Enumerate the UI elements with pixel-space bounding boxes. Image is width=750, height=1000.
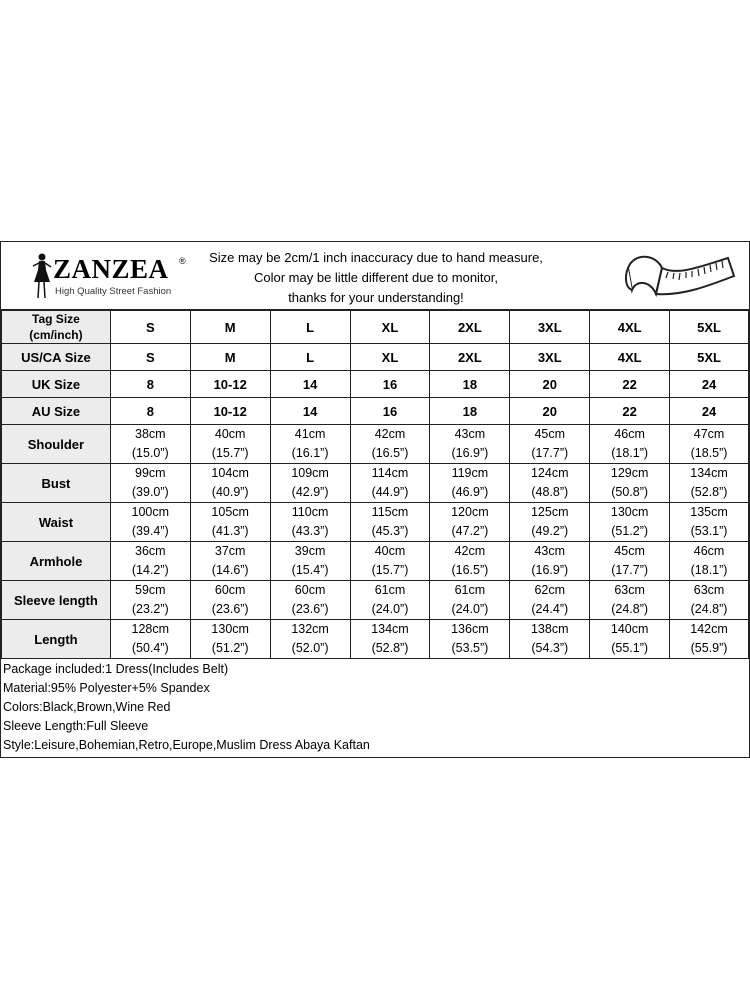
measure-cell xyxy=(590,503,670,542)
measure-row xyxy=(2,464,749,503)
measure-cell xyxy=(590,581,670,620)
size-cell: 14 xyxy=(270,398,350,425)
cm-value: 36cm xyxy=(135,544,166,558)
measure-cell xyxy=(430,581,510,620)
size-cell: 3XL xyxy=(510,311,590,344)
measure-cell xyxy=(110,581,190,620)
measure-cell xyxy=(110,464,190,503)
size-cell: 4XL xyxy=(590,311,670,344)
cm-value: 42cm xyxy=(454,544,486,558)
measure-cell xyxy=(190,542,270,581)
measure-cell xyxy=(430,425,510,464)
inch-value: (18.1”) xyxy=(611,446,649,460)
inch-value: (47.2”) xyxy=(451,524,489,538)
size-table xyxy=(1,310,749,659)
note-material: Material:95% Polyester+5% Spandex xyxy=(3,681,210,695)
row-label: Sleeve length xyxy=(2,581,111,620)
row-label: AU Size xyxy=(2,398,111,425)
inch-value: (15.4”) xyxy=(291,563,329,577)
size-cell: M xyxy=(190,311,270,344)
size-row xyxy=(2,344,749,371)
size-cell: 16 xyxy=(350,398,430,425)
size-cell: L xyxy=(270,311,350,344)
inch-value: (53.1”) xyxy=(690,524,728,538)
inch-value: (24.8”) xyxy=(690,602,728,616)
size-cell: L xyxy=(270,344,350,371)
measure-row xyxy=(2,581,749,620)
cm-value: 109cm xyxy=(291,466,329,480)
cm-value: 135cm xyxy=(690,505,728,519)
inch-value: (44.9”) xyxy=(371,485,409,499)
measure-cell xyxy=(110,542,190,581)
woman-silhouette-icon xyxy=(29,252,53,300)
brand-name: ZANZEA xyxy=(53,254,169,284)
cm-value: 140cm xyxy=(610,622,649,636)
cm-value: 132cm xyxy=(291,622,329,636)
note-style: Style:Leisure,Bohemian,Retro,Europe,Muslim Dress Abaya Kaftan xyxy=(3,738,370,752)
cm-value: 105cm xyxy=(211,505,249,519)
cm-value: 46cm xyxy=(693,544,725,558)
measure-cell xyxy=(590,425,670,464)
size-cell: 22 xyxy=(590,371,670,398)
inch-value: (16.1”) xyxy=(291,446,329,460)
cm-value: 38cm xyxy=(135,427,166,441)
size-cell: 22 xyxy=(590,398,670,425)
measure-cell xyxy=(670,581,749,620)
size-cell: XL xyxy=(350,344,430,371)
size-cell: 3XL xyxy=(510,344,590,371)
note-sleeve: Sleeve Length:Full Sleeve xyxy=(3,719,149,733)
cm-value: 130cm xyxy=(610,505,649,519)
size-cell: 4XL xyxy=(590,344,670,371)
inch-value: (39.0”) xyxy=(131,485,169,499)
inch-value: (55.1”) xyxy=(611,641,649,655)
cm-value: 136cm xyxy=(451,622,489,636)
size-cell: 8 xyxy=(110,371,190,398)
cm-value: 115cm xyxy=(371,505,409,519)
measure-cell xyxy=(270,425,350,464)
cm-value: 63cm xyxy=(614,583,645,597)
inch-value: (40.9”) xyxy=(211,485,249,499)
inch-value: (49.2”) xyxy=(531,524,569,538)
size-cell: 2XL xyxy=(430,311,510,344)
inch-value: (48.8”) xyxy=(531,485,569,499)
cm-value: 41cm xyxy=(294,427,326,441)
inch-value: (42.9”) xyxy=(291,485,329,499)
inch-value: (23.2”) xyxy=(131,602,169,616)
size-cell: 5XL xyxy=(670,344,749,371)
measure-cell xyxy=(270,542,350,581)
inch-value: (54.3”) xyxy=(531,641,569,655)
row-label: Tag Size (cm/inch) xyxy=(2,311,111,344)
cm-value: 43cm xyxy=(534,544,566,558)
brand-tagline: High Quality Street Fashion xyxy=(55,286,172,297)
measure-cell xyxy=(670,542,749,581)
size-cell: 24 xyxy=(670,398,749,425)
cm-value: 45cm xyxy=(534,427,566,441)
inch-value: (23.6”) xyxy=(291,602,329,616)
inch-value: (16.9”) xyxy=(451,446,489,460)
cm-value: 100cm xyxy=(131,505,170,519)
measure-cell xyxy=(270,464,350,503)
size-cell: 14 xyxy=(270,371,350,398)
inch-value: (52.8”) xyxy=(371,641,409,655)
cm-value: 37cm xyxy=(214,544,246,558)
measure-cell xyxy=(590,620,670,659)
cm-value: 47cm xyxy=(693,427,725,441)
inch-value: (43.3”) xyxy=(291,524,329,538)
measure-cell xyxy=(510,464,590,503)
cm-value: 46cm xyxy=(614,427,645,441)
size-row xyxy=(2,311,749,344)
inch-value: (41.3”) xyxy=(211,524,249,538)
inch-value: (50.8”) xyxy=(611,485,649,499)
cm-value: 40cm xyxy=(374,544,406,558)
inch-value: (24.4”) xyxy=(531,602,569,616)
inch-value: (51.2”) xyxy=(211,641,249,655)
inch-value: (16.9”) xyxy=(531,563,569,577)
size-cell: 5XL xyxy=(670,311,749,344)
measure-cell xyxy=(350,464,430,503)
brand-logo xyxy=(29,252,189,302)
size-cell: XL xyxy=(350,311,430,344)
measure-cell xyxy=(270,581,350,620)
cm-value: 134cm xyxy=(690,466,728,480)
notice-text xyxy=(196,248,556,308)
inch-value: (23.6”) xyxy=(211,602,249,616)
size-cell: 20 xyxy=(510,398,590,425)
inch-value: (24.0”) xyxy=(451,602,489,616)
measure-cell xyxy=(350,620,430,659)
measure-cell xyxy=(190,425,270,464)
cm-value: 128cm xyxy=(131,622,170,636)
measure-cell xyxy=(110,620,190,659)
size-cell: 20 xyxy=(510,371,590,398)
measure-cell xyxy=(670,620,749,659)
cm-value: 43cm xyxy=(454,427,486,441)
measure-row xyxy=(2,542,749,581)
size-cell: 16 xyxy=(350,371,430,398)
inch-value: (18.5”) xyxy=(690,446,728,460)
cm-value: 59cm xyxy=(135,583,166,597)
measure-cell xyxy=(270,620,350,659)
inch-value: (39.4”) xyxy=(131,524,169,538)
measure-cell xyxy=(510,503,590,542)
cm-value: 61cm xyxy=(374,583,406,597)
measure-cell xyxy=(430,620,510,659)
measure-cell xyxy=(670,464,749,503)
measuring-tape-icon xyxy=(616,246,738,306)
note-package: Package included:1 Dress(Includes Belt) xyxy=(3,662,229,676)
cm-value: 60cm xyxy=(214,583,246,597)
size-cell: S xyxy=(110,311,190,344)
cm-value: 125cm xyxy=(530,505,569,519)
cm-value: 99cm xyxy=(135,466,166,480)
notice-line: thanks for your understanding! xyxy=(288,290,464,305)
measure-row xyxy=(2,425,749,464)
cm-value: 110cm xyxy=(291,505,329,519)
cm-value: 104cm xyxy=(211,466,249,480)
size-cell: 8 xyxy=(110,398,190,425)
size-row xyxy=(2,398,749,425)
measure-cell xyxy=(110,425,190,464)
cm-value: 114cm xyxy=(371,466,409,480)
inch-value: (15.0”) xyxy=(131,446,169,460)
measure-cell xyxy=(670,503,749,542)
inch-value: (18.1”) xyxy=(690,563,728,577)
size-cell: 10-12 xyxy=(190,371,270,398)
row-label: Waist xyxy=(2,503,111,542)
size-cell: 18 xyxy=(430,398,510,425)
inch-value: (52.8”) xyxy=(690,485,728,499)
size-cell: 10-12 xyxy=(190,398,270,425)
row-label: Bust xyxy=(2,464,111,503)
cm-value: 42cm xyxy=(374,427,406,441)
inch-value: (52.0”) xyxy=(291,641,329,655)
measure-cell xyxy=(190,503,270,542)
registered-mark: ® xyxy=(179,256,186,266)
inch-value: (16.5”) xyxy=(451,563,489,577)
measure-cell xyxy=(590,542,670,581)
measure-cell xyxy=(670,425,749,464)
cm-value: 45cm xyxy=(614,544,645,558)
row-label: Shoulder xyxy=(2,425,111,464)
measure-cell xyxy=(510,542,590,581)
measure-cell xyxy=(510,581,590,620)
measure-cell xyxy=(350,581,430,620)
row-label: Length xyxy=(2,620,111,659)
row-label: US/CA Size xyxy=(2,344,111,371)
measure-cell xyxy=(190,620,270,659)
row-label: Armhole xyxy=(2,542,111,581)
measure-cell xyxy=(350,503,430,542)
inch-value: (55.9”) xyxy=(690,641,728,655)
cm-value: 60cm xyxy=(294,583,326,597)
inch-value: (17.7”) xyxy=(611,563,649,577)
measure-cell xyxy=(430,503,510,542)
measure-cell xyxy=(590,464,670,503)
cm-value: 129cm xyxy=(610,466,649,480)
cm-value: 61cm xyxy=(454,583,486,597)
cm-value: 119cm xyxy=(451,466,489,480)
measure-row xyxy=(2,620,749,659)
measure-cell xyxy=(190,464,270,503)
cm-value: 138cm xyxy=(530,622,569,636)
cm-value: 62cm xyxy=(534,583,566,597)
inch-value: (16.5”) xyxy=(371,446,409,460)
note-colors: Colors:Black,Brown,Wine Red xyxy=(3,700,171,714)
inch-value: (24.0”) xyxy=(371,602,409,616)
inch-value: (15.7”) xyxy=(371,563,409,577)
chart-header xyxy=(1,242,749,310)
inch-value: (50.4”) xyxy=(131,641,169,655)
measure-cell xyxy=(510,425,590,464)
cm-value: 40cm xyxy=(214,427,246,441)
size-cell: 2XL xyxy=(430,344,510,371)
measure-cell xyxy=(190,581,270,620)
cm-value: 130cm xyxy=(211,622,249,636)
size-cell: M xyxy=(190,344,270,371)
inch-value: (24.8”) xyxy=(611,602,649,616)
cm-value: 39cm xyxy=(294,544,326,558)
cm-value: 120cm xyxy=(451,505,489,519)
measure-cell xyxy=(350,542,430,581)
size-chart xyxy=(0,241,750,758)
row-label: UK Size xyxy=(2,371,111,398)
size-cell: 24 xyxy=(670,371,749,398)
measure-cell xyxy=(270,503,350,542)
product-notes xyxy=(1,658,749,757)
cm-value: 63cm xyxy=(693,583,725,597)
measure-cell xyxy=(350,425,430,464)
inch-value: (53.5”) xyxy=(451,641,489,655)
inch-value: (14.2”) xyxy=(131,563,169,577)
cm-value: 142cm xyxy=(690,622,728,636)
measure-cell xyxy=(110,503,190,542)
notice-line: Color may be little different due to monitor, xyxy=(254,270,498,285)
measure-cell xyxy=(430,464,510,503)
size-cell: 18 xyxy=(430,371,510,398)
inch-value: (15.7”) xyxy=(211,446,249,460)
cm-value: 124cm xyxy=(530,466,569,480)
size-row xyxy=(2,371,749,398)
inch-value: (51.2”) xyxy=(611,524,649,538)
inch-value: (45.3”) xyxy=(371,524,409,538)
measure-row xyxy=(2,503,749,542)
inch-value: (17.7”) xyxy=(531,446,569,460)
notice-line: Size may be 2cm/1 inch inaccuracy due to hand measure, xyxy=(209,250,543,265)
measure-cell xyxy=(430,542,510,581)
inch-value: (46.9”) xyxy=(451,485,489,499)
cm-value: 134cm xyxy=(371,622,409,636)
measure-cell xyxy=(510,620,590,659)
inch-value: (14.6”) xyxy=(211,563,249,577)
size-cell: S xyxy=(110,344,190,371)
